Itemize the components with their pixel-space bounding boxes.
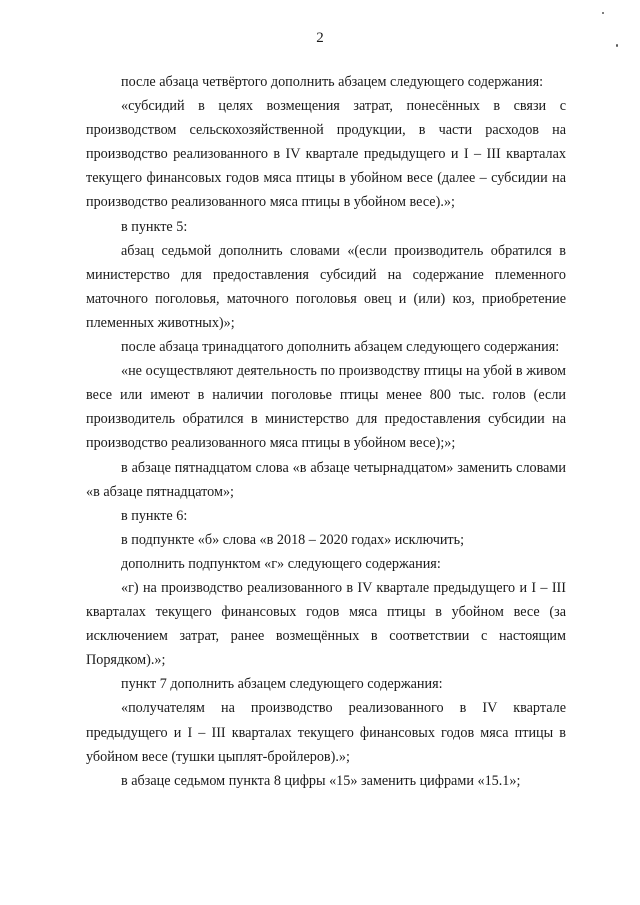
paragraph: «получателям на производство реализованного в IV квартале предыдущего и I – III кварталах текущего финансовых годов мяса птицы в убойном весе (тушки цыплят-бройлеров).»; (86, 700, 566, 765)
paragraph: пункт 7 дополнить абзацем следующего содержания: (121, 676, 443, 693)
paragraph: «субсидий в целях возмещения затрат, понесённых в связи с производством сельскохозяйственной продукции, в части расходов на производство реализованного в IV квартале предыдущего и I – III кварталах текущего финансовых годов мяса птицы в убойном весе (далее – субсидии на производство реализованного мяса птицы в убойном весе).»; (86, 98, 566, 211)
paragraph: в пункте 5: (121, 218, 188, 235)
scan-speck (602, 12, 604, 14)
paragraph: абзац седьмой дополнить словами «(если производитель обратился в министерство для предоставления субсидий на содержание племенного маточного поголовья, маточного поголовья овец и (или) коз, приобретение племенных животных)»; (86, 242, 566, 331)
paragraph: в пункте 6: (121, 507, 188, 524)
paragraph: «не осуществляют деятельность по производству птицы на убой в живом весе или имеют в наличии поголовье птицы менее 800 тыс. голов (если производитель обратился в министерство для предоставления субсидии на производство реализованного мяса птицы в убойном весе);»; (86, 363, 566, 452)
scan-speck (616, 44, 618, 47)
paragraph: в подпункте «б» слова «в 2018 – 2020 годах» исключить; (121, 531, 465, 548)
document-body (86, 70, 566, 793)
paragraph: дополнить подпунктом «г» следующего содержания: (121, 555, 441, 572)
paragraph: «г) на производство реализованного в IV квартале предыдущего и I – III кварталах текущего финансовых годов мяса птицы в убойном весе (за исключением затрат, ранее возмещённых в соответствии с настоящим Порядком).»; (86, 579, 566, 669)
paragraph: после абзаца тринадцатого дополнить абзацем следующего содержания: (121, 339, 560, 356)
paragraph: после абзаца четвёртого дополнить абзацем следующего содержания: (121, 74, 544, 90)
paragraph: в абзаце седьмом пункта 8 цифры «15» заменить цифрами «15.1»; (121, 772, 521, 789)
page-number: 2 (316, 30, 324, 46)
paragraph: в абзаце пятнадцатом слова «в абзаце четырнадцатом» заменить словами «в абзаце пятнадцатом»; (86, 459, 566, 500)
